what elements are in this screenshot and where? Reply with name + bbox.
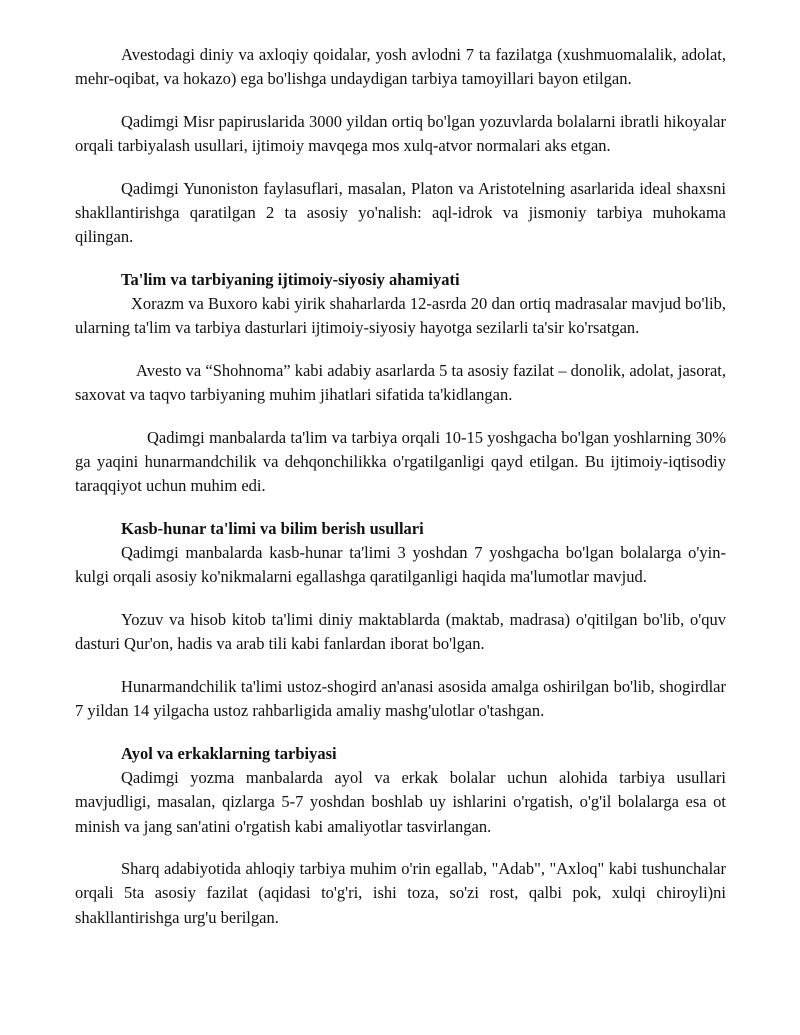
paragraph-vocational-early: Qadimgi manbalarda kasb-hunar ta'limi 3 yoshdan 7 yoshgacha bo'lgan bolalarga o'yin-kulgi orqali asosiy ko'nikmalarni egallashga qaratilganligi haqida ma'lumotlar mavjud. <box>75 543 726 587</box>
section-heading-vocational: Kasb-hunar ta'limi va bilim berish usullari <box>121 519 424 539</box>
paragraph-eastern-ethics: Sharq adabiyotida ahloqiy tarbiya muhim o'rin egallab, "Adab", "Axloq" kabi tushunchalar orqali 5ta asosiy fazilat (aqidasi to'g'ri, ishi toza, so'zi rost, qalbi pok, xulqi chiroyli)ni shakllantirishga urg'u berilgan. <box>75 859 726 927</box>
section-heading-gender-upbringing: Ayol va erkaklarning tarbiyasi <box>121 743 337 763</box>
paragraph-writing-arithmetic: Yozuv va hisob kitob ta'limi diniy maktablarda (maktab, madrasa) o'qitilgan bo'lib, o'quv dasturi Qur'on, hadis va arab tili kabi fanlardan iborat bo'lgan. <box>75 610 726 654</box>
paragraph-youth-crafts: Qadimgi manbalarda ta'lim va tarbiya orqali 10-15 yoshgacha bo'lgan yoshlarning 30% ga yaqini hunarmandchilik va dehqonchilikka o'rgatilganligi qayd etilgan. Bu ijtimoiy-iqtisodiy taraqqiyot uchun muhim edi. <box>75 427 726 496</box>
paragraph-avesto-principles: Avestodagi diniy va axloqiy qoidalar, yosh avlodni 7 ta fazilatga (xushmuomalalik, adolat, mehr-oqibat, va hokazo) ega bo'lishga undaydigan tarbiya tamoyillari bayon etilgan. <box>75 45 726 89</box>
paragraph-egypt-papyri: Qadimgi Misr papiruslarida 3000 yildan ortiq bo'lgan yozuvlarda bolalarni ibratli hikoyalar orqali tarbiyalash usullari, ijtimoiy mavqega mos xulq-atvor normalari aks etgan. <box>75 111 726 156</box>
paragraph-khorezm-bukhara: Xorazm va Buxoro kabi yirik shaharlarda 12-asrda 20 dan ortiq madrasalar mavjud bo'lib, ularning ta'lim va tarbiya dasturlari ijtimoiy-siyosiy hayotga sezilarli ta'sir ko'rsatgan. <box>75 294 726 338</box>
section-heading-social-political: Ta'lim va tarbiyaning ijtimoiy-siyosiy ahamiyati <box>121 269 460 289</box>
paragraph-shohnoma-virtues: Avesto va “Shohnoma” kabi adabiy asarlarda 5 ta asosiy fazilat – donolik, adolat, jasorat, saxovat va taqvo tarbiyaning muhim jihatlari sifatida ta'kidlangan. <box>75 361 726 405</box>
paragraph-master-apprentice: Hunarmandchilik ta'limi ustoz-shogird an'anasi asosida amalga oshirilgan bo'lib, shogirdlar 7 yildan 14 yilgacha ustoz rahbarligida amaliy mashg'ulotlar o'tashgan. <box>75 677 726 721</box>
paragraph-gender-methods: Qadimgi yozma manbalarda ayol va erkak bolalar uchun alohida tarbiya usullari mavjudligi, masalan, qizlarga 5-7 yoshdan boshlab uy ishlarini o'rgatish, o'g'il bolalarga esa ot minish va jang san'atini o'rgatish kabi amaliyotlar tasvirlangan. <box>75 768 726 836</box>
document-page <box>75 43 726 930</box>
paragraph-greek-philosophers: Qadimgi Yunoniston faylasuflari, masalan, Platon va Aristotelning asarlarida ideal shaxsni shakllantirishga qaratilgan 2 ta asosiy yo'nalish: aql-idrok va jismoniy tarbiya muhokama qilingan. <box>75 178 726 247</box>
